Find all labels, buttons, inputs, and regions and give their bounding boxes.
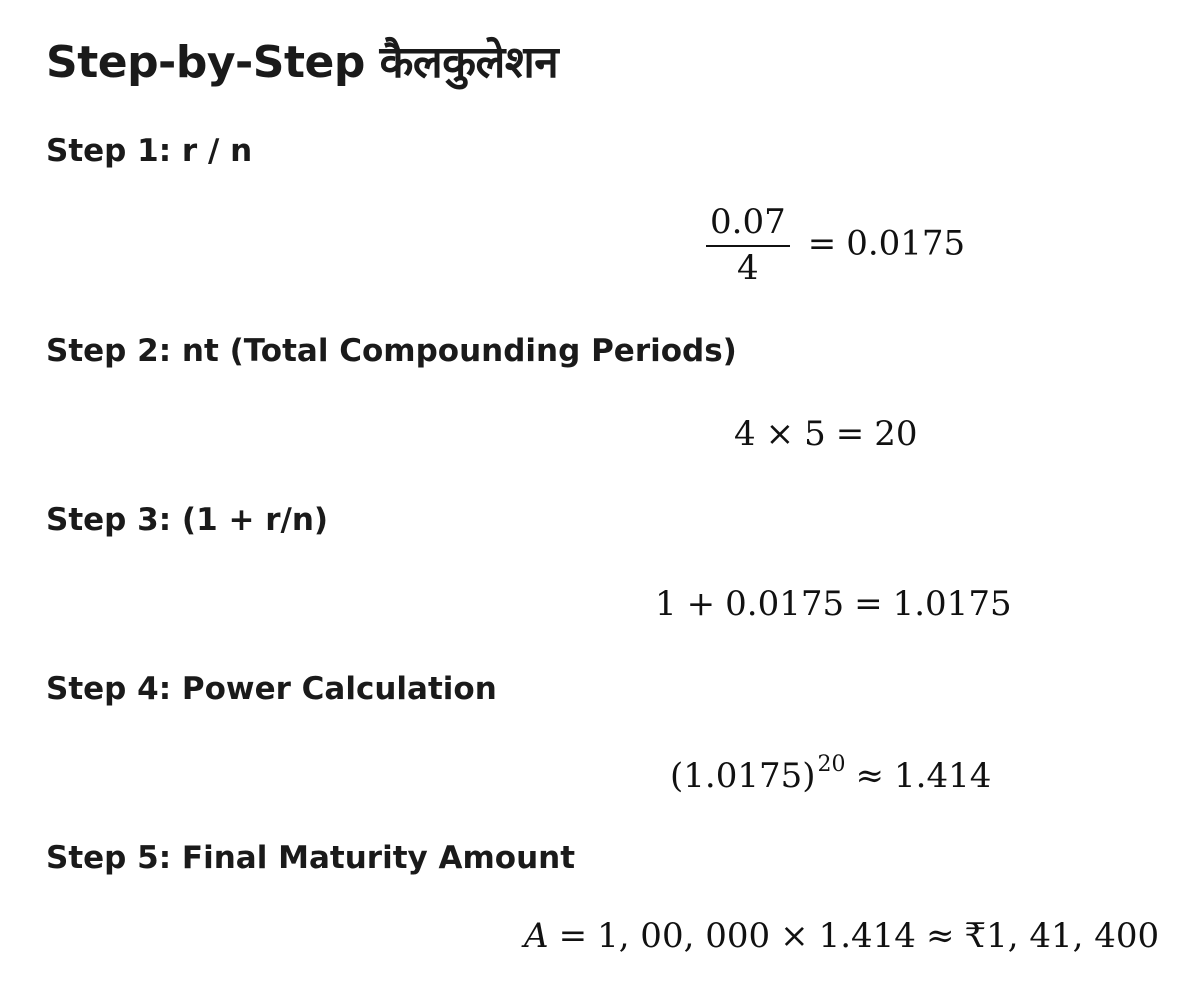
step-5-equation (524, 916, 1159, 956)
step-4-equation (670, 752, 991, 796)
fraction-numerator: 0.07 (706, 205, 790, 247)
equals-sign: = (807, 223, 837, 264)
step-3-heading: Step 3: (1 + r/n) (46, 502, 329, 538)
result-value: 0.0175 (846, 223, 966, 264)
step-5-heading: Step 5: Final Maturity Amount (46, 840, 576, 876)
approx-sign: ≈ (925, 916, 955, 956)
step-1-heading: Step 1: r / n (46, 133, 253, 169)
page-title: Step-by-Step कैलकुलेशन (46, 37, 559, 88)
fraction-denominator: 4 (737, 247, 759, 288)
plus-sign: + (686, 584, 716, 624)
step-2-heading: Step 2: nt (Total Compounding Periods) (46, 333, 737, 369)
operand-a: 1 (655, 584, 677, 624)
factor-value: 1.414 (818, 916, 916, 956)
equals-sign: = (558, 916, 588, 956)
power-exponent: 20 (817, 752, 846, 777)
result-value: ₹1, 41, 400 (964, 916, 1160, 956)
result-value: 1.0175 (892, 584, 1012, 624)
fraction (706, 202, 790, 288)
principal-value: 1, 00, 000 (597, 916, 771, 956)
step-1-equation (706, 202, 966, 288)
operand-b: 5 (804, 414, 826, 454)
result-value: 1.414 (894, 756, 992, 796)
power-base: (1.0175) (670, 756, 816, 796)
operand-b: 0.0175 (725, 584, 845, 624)
step-3-equation (655, 584, 1012, 624)
step-4-heading: Step 4: Power Calculation (46, 671, 497, 707)
variable-a: A (524, 916, 549, 956)
equals-sign: = (854, 584, 883, 624)
approx-sign: ≈ (855, 756, 884, 796)
equals-sign: = (835, 414, 865, 454)
times-sign: × (765, 414, 795, 454)
operand-a: 4 (734, 414, 756, 454)
times-sign: × (780, 916, 809, 956)
step-2-equation (734, 414, 918, 454)
result-value: 20 (874, 414, 918, 454)
